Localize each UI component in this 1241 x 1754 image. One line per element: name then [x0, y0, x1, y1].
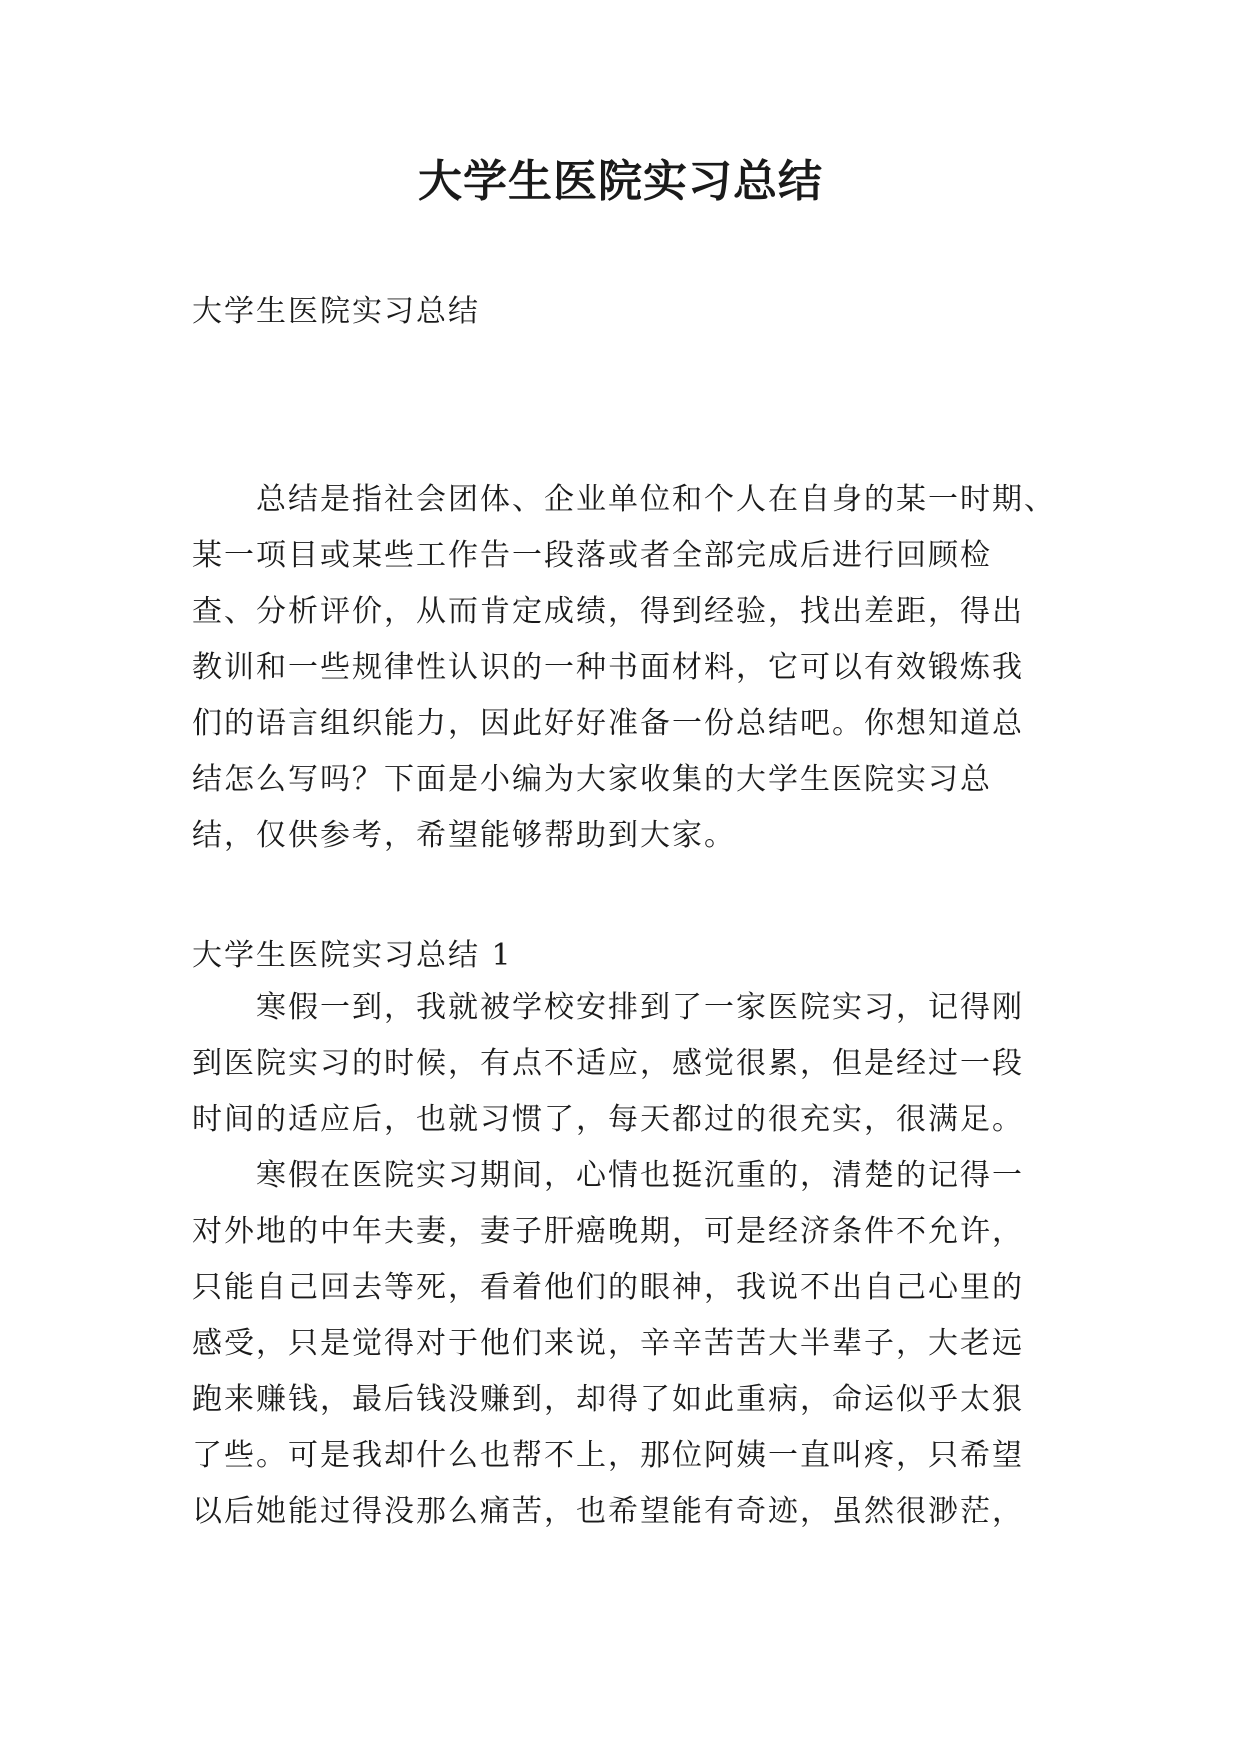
intro-line: 总结是指社会团体、企业单位和个人在自身的某一时期、: [256, 482, 1056, 517]
intro-line: 教训和一些规律性认识的一种书面材料，它可以有效锻炼我: [192, 650, 1024, 685]
document-title: 大学生医院实习总结: [418, 156, 823, 207]
section-body: [192, 980, 1050, 1540]
intro-paragraph: [192, 472, 1056, 864]
section-line: 只能自己回去等死，看着他们的眼神，我说不出自己心里的: [192, 1270, 1024, 1305]
section-line: 寒假一到，我就被学校安排到了一家医院实习，记得刚: [256, 990, 1024, 1025]
section-line: 到医院实习的时候，有点不适应，感觉很累，但是经过一段: [192, 1046, 1024, 1081]
document-subtitle: 大学生医院实习总结: [192, 294, 480, 329]
intro-line: 们的语言组织能力，因此好好准备一份总结吧。你想知道总: [192, 706, 1024, 741]
intro-line: 某一项目或某些工作告一段落或者全部完成后进行回顾检: [192, 538, 992, 573]
section-line: 了些。可是我却什么也帮不上，那位阿姨一直叫疼，只希望: [192, 1438, 1024, 1473]
section-heading: 大学生医院实习总结 1: [192, 938, 513, 973]
intro-line: 查、分析评价，从而肯定成绩，得到经验，找出差距，得出: [192, 594, 1024, 629]
intro-line: 结怎么写吗？下面是小编为大家收集的大学生医院实习总: [192, 762, 992, 797]
section-line: 跑来赚钱，最后钱没赚到，却得了如此重病，命运似乎太狠: [192, 1382, 1024, 1417]
section-line: 感受，只是觉得对于他们来说，辛辛苦苦大半辈子，大老远: [192, 1326, 1024, 1361]
section-line: 寒假在医院实习期间，心情也挺沉重的，清楚的记得一: [256, 1158, 1024, 1193]
section-line: 以后她能过得没那么痛苦，也希望能有奇迹，虽然很渺茫，: [192, 1494, 1024, 1529]
section-line: 对外地的中年夫妻，妻子肝癌晚期，可是经济条件不允许，: [192, 1214, 1024, 1249]
intro-line: 结，仅供参考，希望能够帮助到大家。: [192, 818, 736, 853]
section-line: 时间的适应后，也就习惯了，每天都过的很充实，很满足。: [192, 1102, 1024, 1137]
